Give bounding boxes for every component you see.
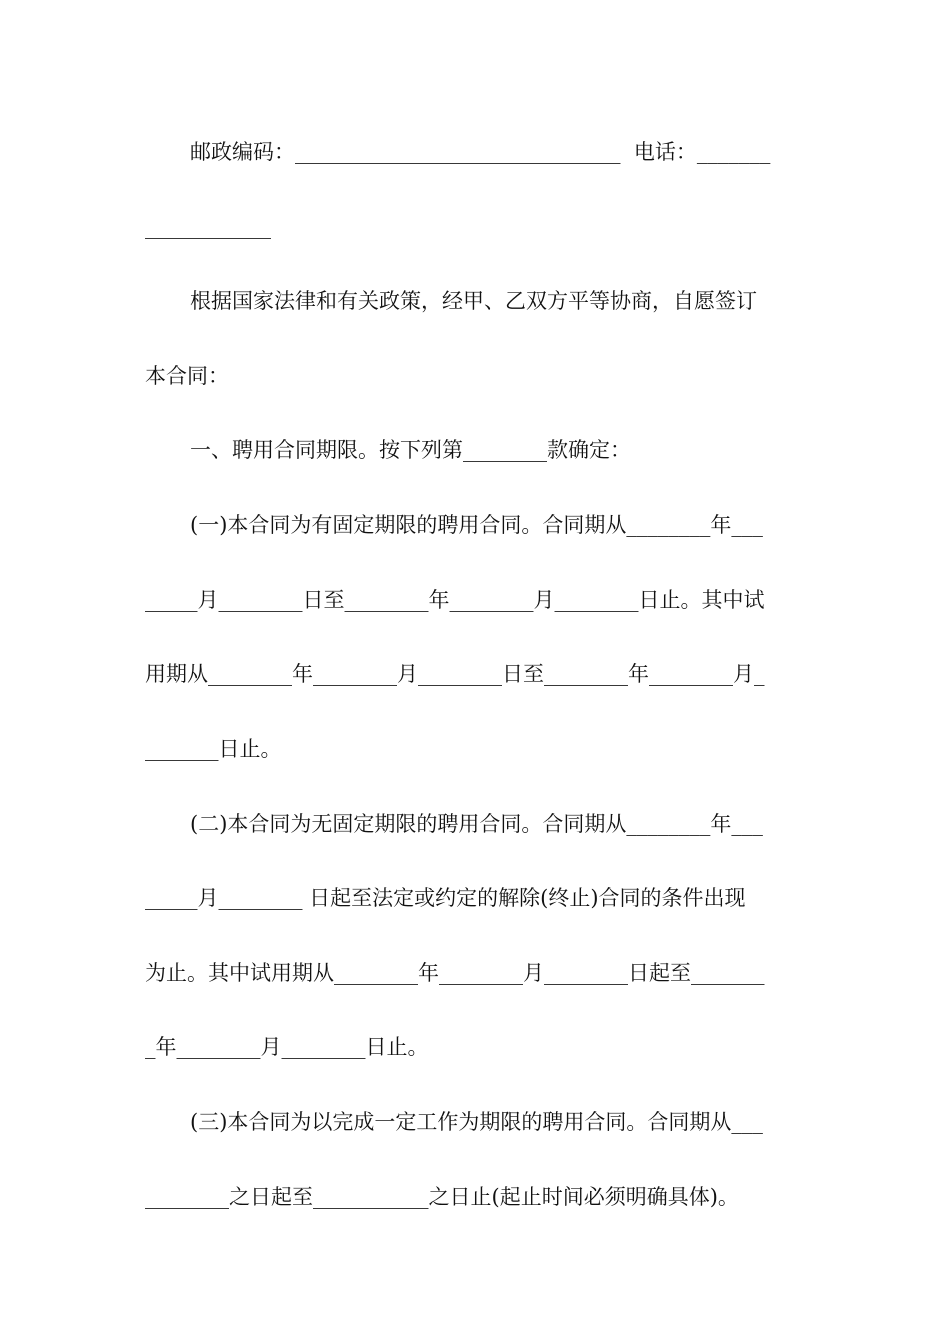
fixed-term-line-2: _____月________日至________年________月________日止。其中试 [145,588,765,612]
clause-1-heading: 一、聘用合同期限。按下列第________款确定： [190,438,631,462]
fixed-term-line-3: 用期从________年________月________日至________年________月_ [145,662,765,686]
fixed-term-line-4: _______日止。 [145,737,282,761]
intro-paragraph-line-1: 根据国家法律和有关政策，经甲、乙双方平等协商，自愿签订 [190,289,757,313]
open-term-line-2: _____月________ 日起至法定或约定的解除(终止)合同的条件出现 [145,886,746,910]
open-term-line-3: 为止。其中试用期从________年________月________日起至_______ [145,961,765,985]
phone-continuation-line: ____________ [145,215,271,239]
task-term-line-1: (三)本合同为以完成一定工作为期限的聘用合同。合同期从___ [190,1110,763,1134]
postal-phone-line: 邮政编码：_______________________________ 电话：_______ [190,140,771,164]
intro-paragraph-line-2: 本合同： [145,364,229,388]
open-term-line-1: (二)本合同为无固定期限的聘用合同。合同期从________年___ [190,812,763,836]
task-term-line-2: ________之日起至___________之日止(起止时间必须明确具体)。 [145,1185,739,1209]
fixed-term-line-1: (一)本合同为有固定期限的聘用合同。合同期从________年___ [190,513,763,537]
open-term-line-4: _年________月________日止。 [145,1035,429,1059]
